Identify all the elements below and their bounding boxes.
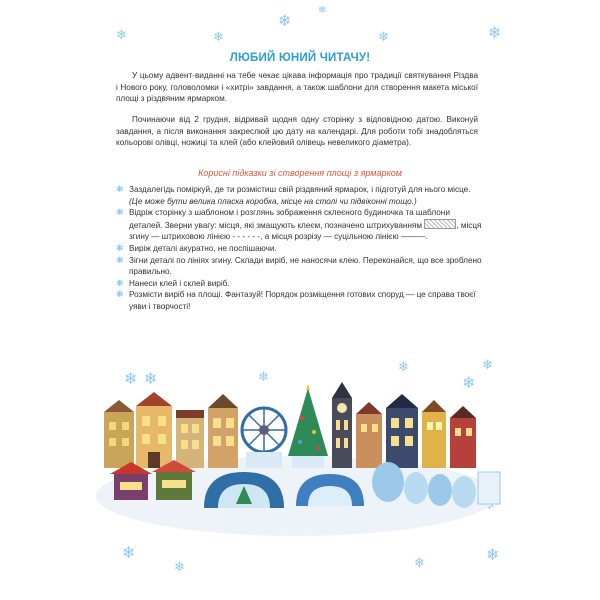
snowflake-icon: ❄	[116, 27, 127, 42]
snowflake-icon: ❄	[124, 371, 138, 388]
tips-subtitle: Корисні підказки зі створення площі з ярмарком	[198, 168, 402, 178]
tip-text: Виріж деталі акуратно, не поспішаючи.	[129, 243, 277, 253]
snowflake-icon: ❄	[116, 277, 124, 288]
clock-tower	[332, 382, 352, 468]
list-item	[116, 207, 482, 243]
house	[356, 402, 382, 468]
snowflake-icon: ❄	[122, 545, 136, 562]
snowflake-icon: ❄	[488, 25, 502, 42]
house	[136, 392, 172, 468]
house	[208, 394, 238, 468]
snowflake-icon: ❄	[398, 359, 409, 374]
snowflake-icon: ❄	[144, 371, 158, 388]
snowflake-icon: ❄	[462, 375, 476, 392]
intro-paragraph-2: Починаючи від 2 грудня, відривай щодня одну сторінку з відповідною датою. Виконуй завдання, а після виконання закреслюй цю дату на календарі. Для роботи тобі знадобляться кольорові олівці, ножиці та клей (або клейовий олівець невеликого діаметра).	[116, 115, 478, 148]
house	[422, 400, 446, 468]
house	[104, 400, 134, 468]
snowflake-icon: ❄	[258, 369, 269, 384]
tips-list	[116, 184, 482, 313]
list-item	[116, 184, 482, 207]
house	[176, 410, 204, 468]
snowflake-icon: ❄	[116, 242, 124, 253]
snowflake-icon: ❄	[486, 547, 500, 564]
page-title: ЛЮБИЙ ЮНИЙ ЧИТАЧУ!	[229, 52, 371, 64]
tip-text: Заздалегідь поміркуй, де ти розмістиш свій різдвяний ярмарок, і підготуй для нього місце.	[129, 185, 471, 194]
list-item	[116, 278, 482, 290]
snowflake-icon: ❄	[116, 254, 124, 265]
snowflake-icon: ❄	[482, 357, 493, 372]
christmas-tree	[288, 384, 328, 468]
snowflake-icon: ❄	[174, 559, 185, 574]
list-item	[116, 289, 482, 312]
snowflake-icon: ❄	[116, 184, 124, 194]
snowflake-icon: ❄	[278, 13, 292, 30]
hatching-sample	[424, 219, 456, 229]
tip-text: , місця згину — штриховою лінією - - - - - -, а місця розрізу — суцільною лінією ———.	[129, 220, 482, 242]
house	[450, 406, 476, 468]
snowflake-icon: ❄	[213, 29, 224, 44]
snowflake-icon: ❄	[116, 207, 124, 218]
list-item	[116, 243, 482, 255]
ferris-wheel	[242, 408, 286, 468]
intro-paragraph-1: У цьому адвент-виданні на тебе чекає цікава інформація про традиції святкування Різдва і Нового року, головоломки і «хитрі» завдання, а також шаблони для створення макета міської площі з різдвяним ярмарком.	[116, 71, 478, 104]
snowflake-icon: ❄	[318, 5, 327, 16]
tip-text: Зігни деталі по лініях згину. Склади виріб, не наносячи клею. Переконайся, що все зроблено правильно.	[129, 255, 482, 277]
snowflake-icon: ❄	[414, 555, 425, 570]
house	[386, 394, 418, 468]
tip-text: Відріж сторінку з шаблоном і розглянь зображення склеєного будиночка та шаблони деталей. Зверни увагу: місця, які змащують клеєм, позначено штрихуванням	[129, 208, 450, 230]
snowflake-icon: ❄	[116, 289, 124, 300]
christmas-market-illustration	[96, 375, 506, 538]
snowflake-icon: ❄	[378, 29, 389, 44]
tip-text: Нанеси клей і склей виріб.	[129, 278, 230, 288]
tip-text: Розмісти виріб на площі. Фантазуй! Порядок розміщення готових споруд — це справа твоєї уяви і творчості!	[129, 290, 476, 311]
list-item	[116, 255, 482, 278]
tip-note: (Це може бути велика пласка коробка, місце на столі чи підвіконні тощо.)	[129, 196, 417, 206]
